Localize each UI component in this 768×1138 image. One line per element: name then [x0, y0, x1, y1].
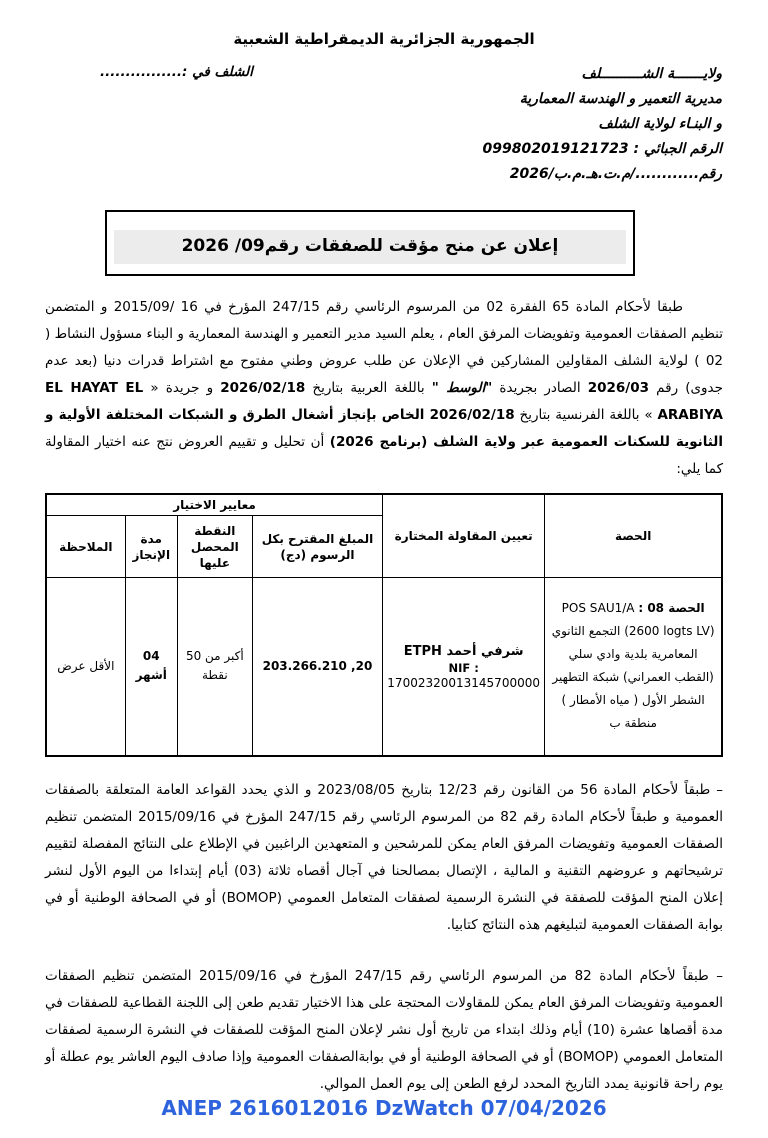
intro-paragraph: طبقا لأحكام المادة 65 الفقرة 02 من المرسوم الرئاسي رقم 247/15 المؤرخ في 16 /2015/09 و المتضمن تنظيم الصفقات العمومية وتفويضات المرفق العام ، يعلم السيد مدير التعمير و الهندسة المعمارية و البناء مسؤول النشاط ( 02 ) لولاية الشلف المقاولين المشاركين في الإعلان عن طلب عروض وطني مفتوح مع اشتراط قدرات دنيا (بعد عدم جدوى) رقم 2026/03 الصادر بجريدة "الوسط " باللغة العربية بتاريخ 2026/02/18 و جريدة « EL HAYAT EL ARABIYA » باللغة الفرنسية بتاريخ 2026/02/18 الخاص بإنجاز أشغال الطرق و الشبكات المختلفة الأولية و الثانوية للسكنات العمومية عبر ولاية الشلف (برنامج 2026) أن تحليل و تقييم العروض نتج عنه اختيار المقاولة كما يلي:	[45, 299, 723, 477]
reference-number-line: رقم............/م.ت.هـ.م.ب/2026	[509, 166, 722, 182]
score-cell: أكبر من 50 نقطة	[177, 578, 252, 756]
lot-description-cell: الحصة 08 : POS SAU1/A (2600 logts LV) التجمع الثانوي المعامرية بلدية وادي سلي (القطب العمراني) شبكة التطهير الشطر الأول ( مياه الأمطار ) منطقة ب	[545, 578, 722, 756]
announcement-title-box	[105, 210, 635, 276]
place-date-line: الشلف في :................	[100, 64, 253, 80]
note-cell: الأقل عرض	[46, 578, 125, 756]
column-header-note: الملاحظة	[46, 516, 125, 578]
issuer-block	[0, 62, 722, 187]
document-header	[0, 62, 768, 190]
column-header-amount: المبلغ المقترح بكل الرسوم (دج)	[252, 516, 382, 578]
wilaya-name: ولايـــــــة الشــــــــــلف	[581, 66, 722, 82]
legal-paragraph-appeal: – طبقاً لأحكام المادة 82 من المرسوم الرئاسي رقم 247/15 المؤرخ في 2015/09/16 المتضمن تنظيم الصفقات العمومية وتفويضات المرفق العام يمكن للمقاولات المحتجة على هذا الاختيار تقديم طعن إلى اللجنة القطاعية للصفقات في مدة أقصاها عشرة (10) أيام وذلك ابتداء من تاريخ أول نشر لإعلان المنح المؤقت للصفقات في النشرة الرسمية لصفقات المتعامل العمومي (BOMOP) أو في الصحافة الوطنية أو في بوابةالصفقات العمومية وإذا صادف اليوم العاشر يوم عطلة أو يوم راحة قانونية يمدد التاريخ المحدد لرفع الطعن إلى يوم العمل الموالي.	[45, 967, 724, 1092]
tax-id-line: الرقم الجبائي : 099802019121723	[482, 141, 722, 157]
duration-number: 04	[142, 649, 160, 664]
nif-label: NIF :	[448, 660, 479, 675]
directorate-line-2: و البنـاء لولاية الشلف	[598, 116, 722, 132]
contractor-cell	[383, 578, 545, 756]
column-header-criteria-group: معايير الاختيار	[46, 494, 383, 516]
award-table	[45, 493, 723, 757]
column-header-contractor: تعيين المقاولة المختارة	[383, 494, 545, 578]
contractor-name: ETPH شرفي أحمد	[403, 643, 524, 659]
announcement-title: إعلان عن منح مؤقت للصفقات رقم09/ 2026	[114, 230, 626, 264]
anep-footer: ANEP 2616012016 DzWatch 07/04/2026	[161, 1096, 607, 1120]
table-header-row-1	[46, 494, 722, 516]
amount-cell: 203.266.210 ,20	[252, 578, 382, 756]
column-header-lot: الحصة	[545, 494, 722, 578]
duration-cell	[125, 578, 177, 756]
column-header-score: النقطة المحصل عليها	[177, 516, 252, 578]
duration-unit: أشهر	[135, 668, 167, 683]
table-row	[46, 578, 722, 756]
nif-value: 17002320013145700000	[387, 675, 540, 690]
legal-paragraph-results: – طبقاً لأحكام المادة 56 من القانون رقم 12/23 بتاريخ 2023/08/05 و الذي يحدد القواعد العامة المتعلقة بالصفقات العمومية و طبقاً لأحكام المادة رقم 82 من المرسوم الرئاسي رقم 247/15 المؤرخ في 2015/09/16 المتضمن تنظيم الصفقات العمومية وتفويضات المرفق العام يمكن للمرشحين و المتعهدين الراغبين في الإطلاع على النتائج المفصلة لتقييم ترشيحاتهم و عروضهم التقنية و المالية ، الإتصال بمصالحنا في آجال أقصاه ثلاثة (03) أيام إبتداءا من اليوم الأول لنشر إعلان المنح المؤقت للصفقة في النشرة الرسمية لصفقات المتعامل العمومي (BOMOP) أو في الصحافة الوطنية أو في بوابة الصفقات العمومية لتبليغهم هذه النتائج كتابيا.	[45, 781, 724, 933]
republic-title: الجمهورية الجزائرية الديمقراطية الشعبية	[233, 30, 535, 48]
directorate-line-1: مديرية التعمير و الهندسة المعمارية	[519, 91, 722, 107]
column-header-duration: مدة الإنجاز	[125, 516, 177, 578]
